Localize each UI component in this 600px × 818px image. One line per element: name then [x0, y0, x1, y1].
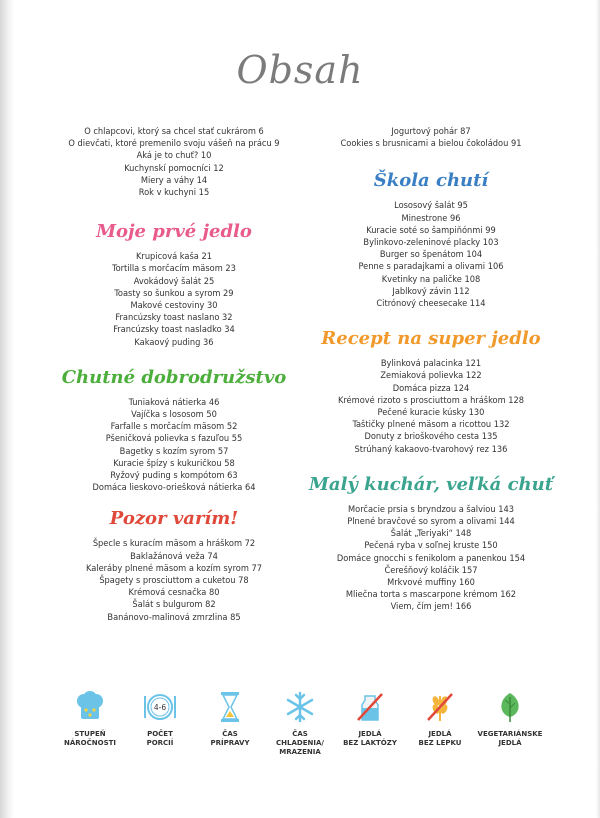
- toc-entry: Jablkový závin 112: [392, 285, 470, 297]
- toc-entry: Kakaový puding 36: [134, 336, 214, 348]
- toc-entry: Francúzsky toast nasladko 34: [113, 324, 235, 336]
- plate-servings-icon: [143, 690, 177, 724]
- legend-label: VEGETARIÁNSKE JEDLÁ: [477, 730, 543, 747]
- legend-item-difficulty: [60, 690, 120, 770]
- legend-label: JEDLÁ BEZ LAKTÓZY: [343, 730, 397, 747]
- toc-entry: Pšeničková polievka s fazuľou 55: [105, 433, 243, 445]
- legend-label: POČET PORCIÍ: [146, 730, 174, 747]
- toc-entry: Toasty so šunkou a syrom 29: [114, 287, 234, 299]
- toc-entry: Krémové rizoto s prosciuttom a hráškom 128: [337, 394, 525, 406]
- section-list-maly-kuchar: [300, 504, 562, 614]
- toc-entry: Čerešňový koláčik 157: [384, 564, 478, 576]
- icon-legend: [60, 690, 543, 770]
- page-edge-right: [596, 0, 600, 818]
- toc-left-column: [40, 126, 308, 624]
- chef-hat-icon: [73, 690, 107, 724]
- legend-item-lactose-free: [340, 690, 400, 770]
- legend-label: ČAS CHLADENIA/ MRAZENIA: [276, 730, 324, 756]
- toc-entry: Tortilla s morčacím mäsom 23: [112, 263, 236, 275]
- toc-entry: Šalát „Teriyaki“ 148: [390, 528, 472, 540]
- toc-entry: Bylinkovo-zeleninové placky 103: [363, 237, 499, 249]
- section-heading-pozor-varim: Pozor varím!: [109, 508, 239, 530]
- page-title: Obsah: [236, 48, 364, 92]
- toc-entry: Citrónový cheesecake 114: [376, 298, 486, 310]
- toc-entry: Kuracie špízy s kukuričkou 58: [113, 457, 235, 469]
- toc-entry: Mliečna torta s mascarpone krémom 162: [345, 589, 517, 601]
- no-gluten-icon: [423, 690, 457, 724]
- toc-entry: Viem, čím jem! 166: [390, 601, 472, 613]
- toc-entry: Špagety s prosciuttom a cuketou 78: [99, 575, 249, 587]
- intro-list: [40, 126, 308, 199]
- toc-entry: Avokádový šalát 25: [133, 275, 215, 287]
- toc-entry: Domáca pizza 124: [392, 382, 470, 394]
- toc-entry: Špecle s kuracím mäsom a hráškom 72: [92, 538, 256, 550]
- legend-label: ČAS PRÍPRAVY: [210, 730, 250, 747]
- leaf-icon: [493, 690, 527, 724]
- svg-text:4-6: 4-6: [153, 703, 167, 712]
- toc-entry: Kvetinky na paličke 108: [381, 273, 481, 285]
- toc-entry: Kuchynskí pomocníci 12: [124, 162, 224, 174]
- toc-entry: Tuniaková nátierka 46: [128, 396, 220, 408]
- toc-entry: Lososový šalát 95: [394, 200, 468, 212]
- legend-label: STUPEŇ NÁROČNOSTI: [64, 730, 116, 747]
- toc-entry: Cookies s brusnicami a bielou čokoládou 91: [340, 138, 522, 150]
- section-list-skola-chuti: [300, 200, 562, 310]
- toc-entry: Zemiaková polievka 122: [380, 370, 482, 382]
- toc-entry: Domáce gnocchi s fenikolom a panenkou 154: [336, 552, 526, 564]
- toc-entry: Krupicová kaša 21: [136, 251, 212, 263]
- section-list-pozor-varim-continued: [300, 126, 562, 150]
- toc-entry: Krémová cesnačka 80: [128, 587, 220, 599]
- toc-entry: Kuracie soté so šampiňónmi 99: [366, 224, 496, 236]
- section-list-chutne-dobrodruzstvo: [40, 397, 308, 495]
- toc-entry: O chlapcovi, ktorý sa chcel stať cukrárom 6: [84, 126, 264, 137]
- toc-entry: Mrkvové muffiny 160: [387, 577, 475, 589]
- toc-entry: Vajíčka s lososom 50: [131, 409, 217, 421]
- toc-entry: Bylinková palacinka 121: [380, 358, 482, 370]
- toc-right-column: [300, 126, 562, 614]
- section-heading-skola-chuti: Škola chutí: [373, 170, 489, 192]
- toc-entry: Aká je to chuť? 10: [136, 150, 212, 162]
- legend-item-cooling-time: [270, 690, 330, 770]
- section-list-pozor-varim: [40, 538, 308, 623]
- toc-entry: Miery a váhy 14: [140, 174, 208, 186]
- legend-label: JEDLÁ BEZ LEPKU: [418, 730, 462, 747]
- toc-entry: Šalát s bulgurom 82: [132, 599, 216, 611]
- toc-entry: Ryžový puding s kompótom 63: [110, 470, 238, 482]
- legend-item-vegetarian: [477, 690, 543, 770]
- no-lactose-icon: [353, 690, 387, 724]
- hourglass-icon: [213, 690, 247, 724]
- toc-entry: Baklažánová veža 74: [130, 550, 218, 562]
- toc-entry: Donuty z brioškového cesta 135: [364, 431, 498, 443]
- toc-entry: Burger so špenátom 104: [379, 249, 483, 261]
- section-heading-maly-kuchar: Malý kuchár, veľká chuť: [308, 473, 554, 495]
- toc-entry: Morčacie prsia s bryndzou a šalviou 143: [348, 503, 514, 515]
- legend-item-gluten-free: [410, 690, 470, 770]
- toc-entry: Rok v kuchyni 15: [138, 187, 210, 199]
- section-heading-chutne-dobrodruzstvo: Chutné dobrodružstvo: [61, 366, 287, 388]
- section-heading-moje-prve-jedlo: Moje prvé jedlo: [96, 221, 252, 243]
- toc-entry: Francúzsky toast naslano 32: [115, 312, 233, 324]
- toc-entry: Banánovo-malinová zmrzlina 85: [107, 611, 241, 623]
- toc-entry: O dievčati, ktoré premenilo svoju vášeň na prácu 9: [68, 138, 280, 150]
- toc-entry: Jogurtový pohár 87: [391, 126, 471, 137]
- section-heading-recept-na-super-jedlo: Recept na super jedlo: [321, 328, 541, 350]
- section-list-moje-prve-jedlo: [40, 251, 308, 349]
- toc-entry: Strúhaný kakaovo-tvarohový rez 136: [354, 443, 508, 455]
- legend-item-servings: [130, 690, 190, 770]
- snowflake-icon: [283, 690, 317, 724]
- toc-entry: Farfalle s morčacím mäsom 52: [110, 421, 238, 433]
- page-binding-shadow: [0, 0, 14, 818]
- toc-entry: Pečená ryba v soľnej kruste 150: [364, 540, 498, 552]
- toc-entry: Domáca lieskovo-oriešková nátierka 64: [92, 482, 256, 494]
- toc-entry: Penne s paradajkami a olivami 106: [358, 261, 504, 273]
- toc-entry: Minestrone 96: [401, 212, 461, 224]
- toc-entry: Plnené bravčové so syrom a olivami 144: [347, 516, 515, 528]
- toc-entry: Bagetky s kozím syrom 57: [119, 445, 229, 457]
- toc-entry: Taštičky plnené mäsom a ricottou 132: [352, 419, 510, 431]
- legend-item-prep-time: [200, 690, 260, 770]
- toc-entry: Kaleráby plnené mäsom a kozím syrom 77: [85, 562, 263, 574]
- section-list-recept-na-super-jedlo: [300, 358, 562, 456]
- toc-entry: Pečené kuracie kúsky 130: [377, 407, 485, 419]
- toc-entry: Makové cestoviny 30: [130, 300, 218, 312]
